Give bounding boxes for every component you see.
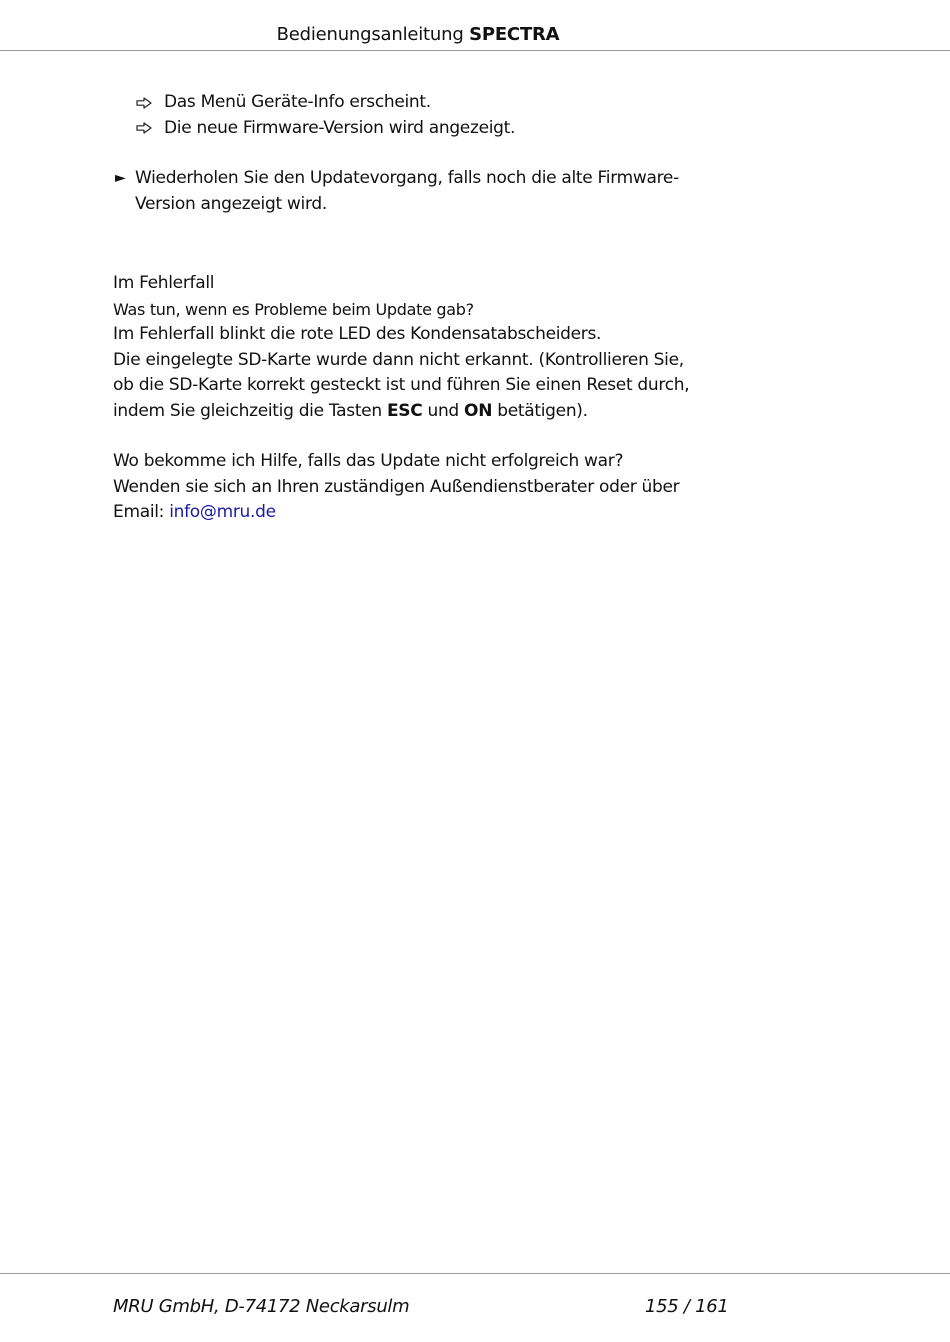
- error-heading: Im Fehlerfall: [113, 273, 215, 293]
- result-line: [113, 116, 733, 142]
- email-link[interactable]: info@mru.de: [169, 502, 276, 522]
- error-text-line-4: [113, 399, 733, 425]
- error-text-end: betätigen).: [497, 400, 588, 421]
- footer-page-number: 155 / 161: [645, 1296, 729, 1317]
- error-question: Was tun, wenn es Probleme beim Update gab?: [113, 299, 474, 319]
- page-content: [113, 90, 733, 526]
- error-text-line-2: Die eingelegte SD-Karte wurde dann nicht erkannt. (Kontrollieren Sie,: [113, 349, 684, 370]
- error-section: [113, 271, 733, 424]
- header-title: Bedienungsanleitung: [276, 24, 464, 45]
- action-step: [113, 166, 725, 217]
- result-text: Die neue Firmware-Version wird angezeigt.: [164, 117, 516, 138]
- help-text-line-1: Wenden sie sich an Ihren zuständigen Außendienstberater oder über: [113, 476, 680, 497]
- result-text: Das Menü Geräte-Info erscheint.: [164, 92, 431, 112]
- error-text-mid: und: [427, 400, 459, 421]
- help-question: Wo bekomme ich Hilfe, falls das Update nicht erfolgreich war?: [113, 451, 624, 471]
- email-label: Email:: [113, 502, 165, 522]
- help-email-line: [113, 500, 733, 526]
- esc-key-label: ESC: [386, 400, 423, 421]
- hollow-right-arrow-icon: [136, 116, 152, 141]
- action-text-line-1: Wiederholen Sie den Updatevorgang, falls noch die alte Firmware-: [135, 168, 679, 188]
- on-key-label: ON: [464, 400, 493, 421]
- page-header: [0, 20, 836, 50]
- action-text-line-2: Version angezeigt wird.: [135, 193, 327, 214]
- hollow-right-arrow-icon: [136, 90, 152, 115]
- help-section: [113, 449, 733, 526]
- result-line: [113, 90, 733, 116]
- footer-divider: [0, 1273, 950, 1274]
- error-text-start: indem Sie gleichzeitig die Tasten: [113, 400, 382, 421]
- black-right-triangle-icon: ►: [115, 170, 126, 186]
- error-text-line-3: ob die SD-Karte korrekt gesteckt ist und führen Sie einen Reset durch,: [113, 375, 690, 395]
- header-divider: [0, 50, 950, 51]
- error-text-line-1: Im Fehlerfall blinkt die rote LED des Kondensatabscheiders.: [113, 324, 602, 344]
- footer-company: MRU GmbH, D-74172 Neckarsulm: [113, 1296, 410, 1317]
- header-product: SPECTRA: [469, 24, 560, 45]
